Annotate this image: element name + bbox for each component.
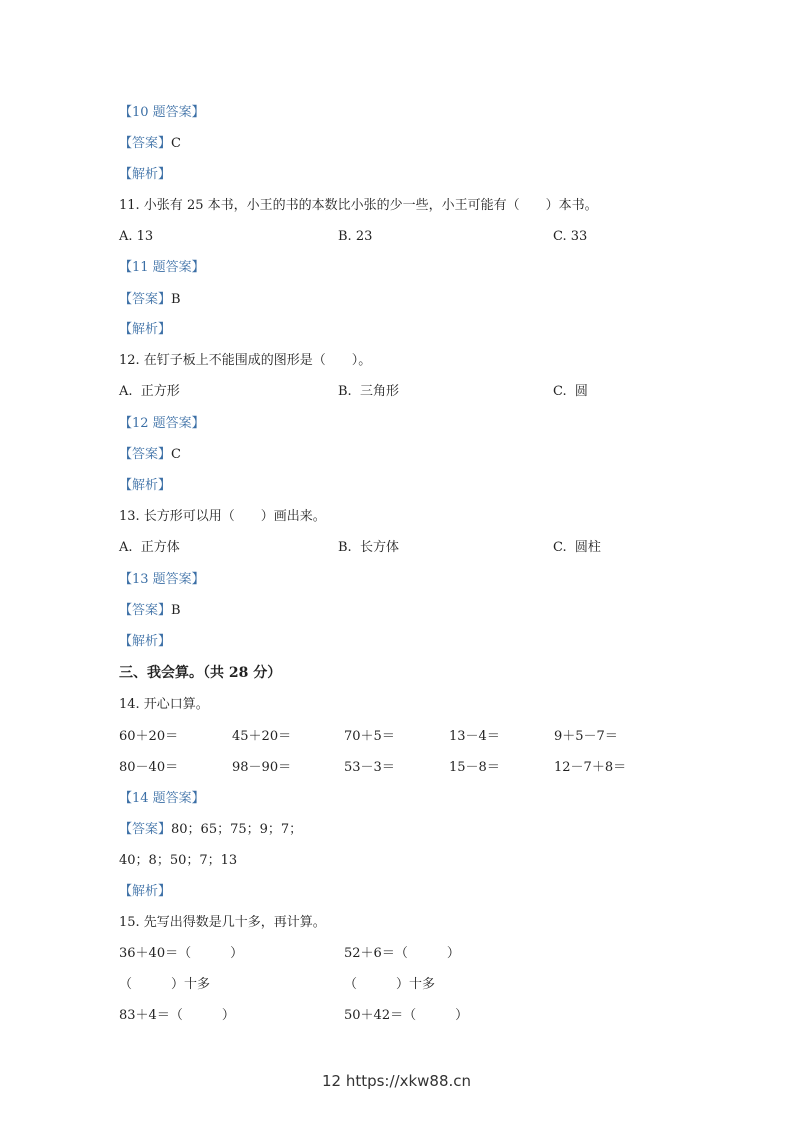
q14-calc: 13－4＝ [449, 729, 500, 744]
q10-answer-line [119, 136, 181, 152]
q14-calc: 80－40＝ [119, 760, 179, 775]
q13-answer-line [119, 603, 181, 619]
answer-value: 80；65；75；9；7； [171, 822, 303, 837]
q14-answer-tag: 【14 题答案】 [119, 791, 205, 806]
q14-calc: 45＋20＝ [232, 729, 292, 744]
q12-question: 12. 在钉子板上不能围成的图形是（ ）。 [119, 353, 372, 368]
q12-answer-tag: 【12 题答案】 [119, 416, 205, 431]
answer-label: 【答案】 [119, 136, 172, 151]
q13-option-a: A. 正方体 [119, 540, 180, 555]
q13-answer-tag: 【13 题答案】 [119, 572, 205, 587]
q14-analysis: 【解析】 [119, 884, 172, 899]
q11-answer-tag: 【11 题答案】 [119, 260, 205, 275]
q11-option-c: C. 33 [553, 229, 588, 244]
answer-value: B [171, 603, 181, 618]
q14-calc: 70＋5＝ [344, 729, 395, 744]
q14-calc: 9＋5－7＝ [554, 729, 618, 744]
q11-question: 11. 小张有 25 本书，小王的书的本数比小张的少一些，小王可能有（ ）本书。 [119, 198, 598, 213]
page-footer: 12 https://xkw88.cn [321, 1072, 472, 1090]
q10-analysis: 【解析】 [119, 167, 172, 182]
q12-answer-line [119, 447, 181, 463]
q14-question: 14. 开心口算。 [119, 697, 209, 712]
q11-analysis: 【解析】 [119, 322, 172, 337]
answer-label: 【答案】 [119, 603, 172, 618]
answer-label: 【答案】 [119, 447, 172, 462]
q15-calc: 36＋40＝（ ） [119, 946, 244, 961]
q14-calc: 12－7＋8＝ [554, 760, 627, 775]
q12-option-a: A. 正方形 [119, 384, 180, 399]
q13-question: 13. 长方形可以用（ ）画出来。 [119, 509, 326, 524]
q14-calc: 53－3＝ [344, 760, 395, 775]
q14-calc: 98－90＝ [232, 760, 292, 775]
q11-option-a: A. 13 [119, 229, 154, 244]
q13-option-c: C. 圆柱 [553, 540, 601, 555]
q11-option-b: B. 23 [338, 229, 373, 244]
q15-calc: 50＋42＝（ ） [344, 1008, 469, 1023]
q15-blank: （ ）十多 [119, 977, 211, 992]
answer-value: B [171, 292, 181, 307]
answer-value: C [171, 447, 181, 462]
q14-calc: 60＋20＝ [119, 729, 179, 744]
q13-option-b: B. 长方体 [338, 540, 399, 555]
q12-option-c: C. 圆 [553, 384, 588, 399]
answer-label: 【答案】 [119, 822, 172, 837]
q15-calc: 83＋4＝（ ） [119, 1008, 235, 1023]
q15-calc: 52＋6＝（ ） [344, 946, 460, 961]
q14-answer-line [119, 822, 302, 838]
q15-blank: （ ）十多 [344, 977, 436, 992]
q14-calc: 15－8＝ [449, 760, 500, 775]
section-3-heading: 三、我会算。（共 28 分） [119, 665, 282, 681]
q15-question: 15. 先写出得数是几十多，再计算。 [119, 915, 326, 930]
q14-answer-line-2: 40；8；50；7；13 [119, 853, 238, 868]
q13-analysis: 【解析】 [119, 634, 172, 649]
q12-option-b: B. 三角形 [338, 384, 399, 399]
q10-answer-tag: 【10 题答案】 [119, 105, 205, 120]
answer-label: 【答案】 [119, 292, 172, 307]
q11-answer-line [119, 292, 181, 308]
q12-analysis: 【解析】 [119, 478, 172, 493]
answer-value: C [171, 136, 181, 151]
